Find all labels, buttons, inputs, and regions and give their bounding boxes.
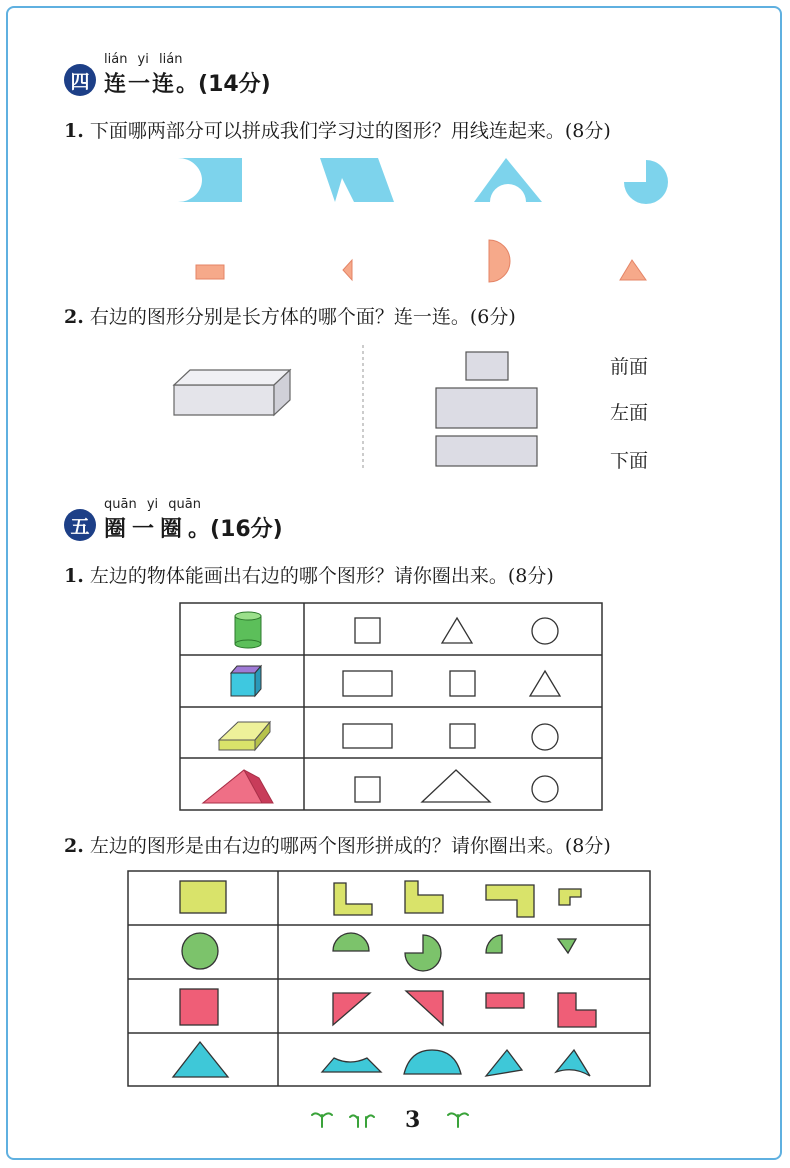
face-label-left[interactable]: 左面 [610, 402, 649, 424]
q-number: 1. [64, 120, 84, 142]
piece-green-quarter[interactable] [486, 935, 502, 953]
piece-red-triangle-right[interactable] [406, 991, 443, 1025]
option-square[interactable] [450, 724, 475, 748]
piece-teal-curved-triangle[interactable] [556, 1050, 590, 1076]
q-text: 左边的物体能画出右边的哪个图形？请你圈出来。(8分) [89, 565, 554, 587]
section5-title: 圈一圈 [104, 517, 189, 542]
sprout-icon [350, 1115, 374, 1127]
option-square[interactable] [450, 671, 475, 696]
section5-badge: 五 [64, 509, 96, 541]
section4-badge: 四 [64, 64, 96, 96]
target-teal-triangle [173, 1042, 228, 1077]
piece-red-triangle-left[interactable] [333, 993, 370, 1025]
piece-teal-dome[interactable] [404, 1050, 461, 1074]
option-triangle[interactable] [530, 671, 560, 696]
q-text: 左边的图形是由右边的哪两个图形拼成的？请你圈出来。(8分) [89, 835, 611, 857]
option-triangle[interactable] [422, 770, 490, 802]
section5-q2 [64, 831, 611, 858]
option-circle[interactable] [532, 776, 558, 802]
q-number: 2. [64, 306, 84, 328]
piece-yellow-zigzag[interactable] [486, 885, 534, 917]
piece-green-three-quarter[interactable] [405, 935, 441, 971]
q-text: 右边的图形分别是长方体的哪个面？连一连。(6分) [89, 306, 516, 328]
piece-teal-concave-trapezoid[interactable] [322, 1058, 381, 1072]
footer-sprouts [300, 1105, 480, 1135]
page-number: 3 [405, 1107, 421, 1133]
piece-yellow-l-wide[interactable] [405, 881, 443, 913]
option-circle[interactable] [532, 618, 558, 644]
section5-score: 。(16分) [188, 517, 283, 542]
option-rectangle[interactable] [343, 671, 392, 696]
option-square[interactable] [355, 618, 380, 643]
option-triangle[interactable] [442, 618, 472, 643]
piece-yellow-l-thin[interactable] [334, 883, 372, 915]
section4-title: 连一连 [104, 72, 177, 97]
q-number: 1. [64, 565, 84, 587]
sprout-icon [448, 1113, 468, 1127]
target-yellow-rectangle [180, 881, 226, 913]
option-rectangle[interactable] [343, 724, 392, 748]
piece-red-l-shape[interactable] [558, 993, 596, 1027]
piece-red-rectangle[interactable] [486, 993, 524, 1008]
section4-score: 。(14分) [176, 72, 271, 97]
sprout-icon [312, 1113, 332, 1127]
piece-teal-sliver[interactable] [486, 1050, 522, 1076]
section5-pinyin: quān yi quān [104, 497, 201, 512]
green-cylinder [235, 612, 261, 648]
piece-green-semicircle[interactable] [333, 933, 369, 951]
piece-yellow-small-l[interactable] [559, 889, 581, 905]
option-circle[interactable] [532, 724, 558, 750]
option-square[interactable] [355, 777, 380, 802]
yellow-cuboid [219, 722, 270, 750]
target-red-square [180, 989, 218, 1025]
target-green-circle [182, 933, 218, 969]
piece-green-small-wedge[interactable] [558, 939, 576, 953]
red-triangular-prism [203, 770, 273, 803]
face-label-front[interactable]: 前面 [610, 356, 649, 378]
section4-pinyin: lián yi lián [104, 52, 183, 67]
q-number: 2. [64, 835, 84, 857]
cyan-cube [231, 666, 261, 696]
face-label-bottom[interactable]: 下面 [610, 450, 649, 472]
q-text: 下面哪两部分可以拼成我们学习过的图形？用线连起来。(8分) [89, 120, 611, 142]
